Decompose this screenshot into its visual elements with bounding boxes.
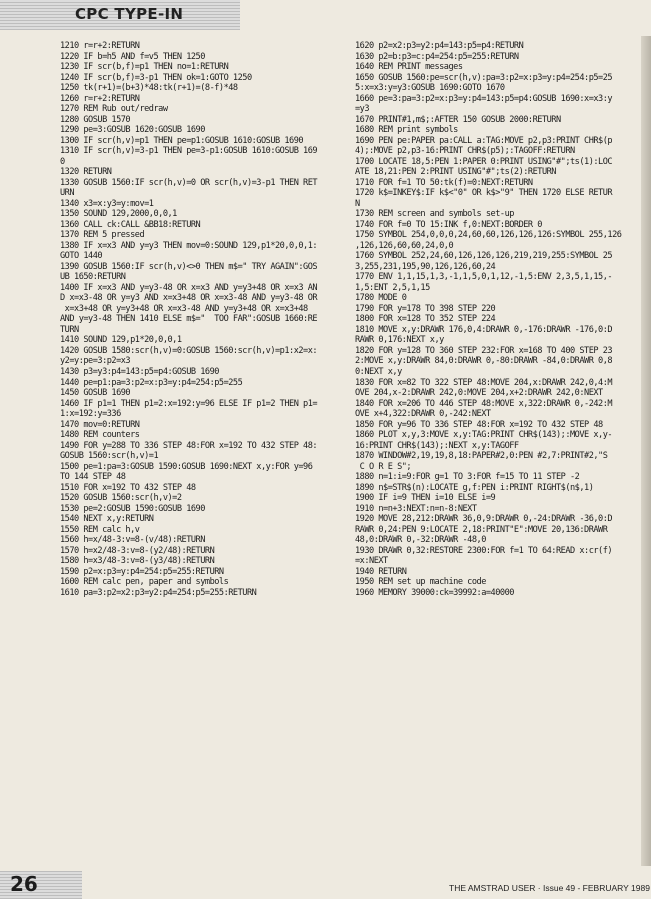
listing-left-column xyxy=(60,41,340,598)
code-line: 1240 IF scr(b,f)=3-p1 THEN ok=1:GOTO 1250 xyxy=(60,72,252,83)
code-line: 1860 PLOT x,y,3:MOVE x,y:TAG:PRINT CHR$(143);:MOVE x,y- xyxy=(355,430,613,441)
code-line: 1850 FOR y=96 TO 336 STEP 48:FOR x=192 TO 432 STEP 48 xyxy=(355,419,603,430)
code-line: 4);:MOVE p2,p3-16:PRINT CHR$(p5);:TAGOFF:RETURN xyxy=(355,146,575,157)
code-line: OVE 204,x-2:DRAWR 242,0:MOVE 204,x+2:DRAWR 242,0:NEXT xyxy=(355,388,603,399)
code-line: TURN xyxy=(60,324,79,335)
code-line: x=x3+48 OR y=y3+48 OR x=x3-48 AND y=y3+48 OR x=x3+48 xyxy=(60,303,308,314)
code-line: 1280 GOSUB 1570 xyxy=(60,114,131,125)
code-line: GOSUB 1560:scr(h,v)=1 xyxy=(60,451,159,462)
code-line: 1360 CALL ck:CALL &BB18:RETURN xyxy=(60,219,201,230)
code-line: ATE 18,21:PEN 2:PRINT USING"#";ts(2):RETURN xyxy=(355,167,556,178)
code-line: =y3 xyxy=(355,104,370,115)
code-line: 1320 RETURN xyxy=(60,167,112,178)
code-line: 1870 WINDOW#2,19,19,8,18:PAPER#2,0:PEN #2,7:PRINT#2,"S xyxy=(355,451,608,462)
code-line: OVE x+4,322:DRAWR 0,-242:NEXT xyxy=(355,409,491,420)
code-line: 1570 h=x2/48-3:v=8-(y2/48):RETURN xyxy=(60,545,215,556)
code-line: 0 xyxy=(60,156,65,167)
code-line: 1760 SYMBOL 252,24,60,126,126,126,219,219,255:SYMBOL 25 xyxy=(355,251,613,262)
code-line: 1550 REM calc h,v xyxy=(60,524,140,535)
code-line: AND y=y3-48 THEN 1410 ELSE m$=" TOO FAR":GOSUB 1660:RE xyxy=(60,314,318,325)
footer-credit: THE AMSTRAD USER · Issue 49 - FEBRUARY 1989 xyxy=(449,883,650,893)
code-line: 1800 FOR x=128 TO 352 STEP 224 xyxy=(355,314,496,325)
code-line: 1790 FOR y=178 TO 398 STEP 220 xyxy=(355,303,496,314)
code-line: y2=y:pe=3:p2=x3 xyxy=(60,356,131,367)
page-header-title: CPC TYPE-IN xyxy=(75,5,184,23)
code-line: 16:PRINT CHR$(143);:NEXT x,y:TAGOFF xyxy=(355,440,519,451)
code-line: 1330 GOSUB 1560:IF scr(h,v)=0 OR scr(h,v)=3-p1 THEN RET xyxy=(60,177,318,188)
code-line: 1560 h=x/48-3:v=8-(v/48):RETURN xyxy=(60,535,205,546)
code-line: 1740 FOR f=0 TO 15:INK f,0:NEXT:BORDER 0 xyxy=(355,219,542,230)
code-line: 1630 p2=b:p3=c:p4=254:p5=255:RETURN xyxy=(355,51,519,62)
code-line: 1220 IF b=h5 AND f=v5 THEN 1250 xyxy=(60,51,205,62)
code-line: 1370 REM 5 pressed xyxy=(60,230,145,241)
code-line: 1640 REM PRINT messages xyxy=(355,62,463,73)
code-line: 1680 REM print symbols xyxy=(355,125,458,136)
code-line: 1950 REM set up machine code xyxy=(355,577,486,588)
code-line: 1810 MOVE x,y:DRAWR 176,0,4:DRAWR 0,-176:DRAWR -176,0:D xyxy=(355,324,613,335)
code-line: 1290 pe=3:GOSUB 1620:GOSUB 1690 xyxy=(60,125,205,136)
code-line: 1230 IF scr(b,f)=p1 THEN no=1:RETURN xyxy=(60,62,229,73)
code-line: 1900 IF i=9 THEN i=10 ELSE i=9 xyxy=(355,493,496,504)
code-line: 1880 n=1:i=9:FOR g=1 TO 3:FOR f=15 TO 11 STEP -2 xyxy=(355,472,580,483)
code-line: 1250 tk(r+1)=(b+3)*48:tk(r+1)=(8-f)*48 xyxy=(60,83,238,94)
code-line: 1660 pe=3:pa=3:p2=x:p3=y:p4=143:p5=p4:GOSUB 1690:x=x3:y xyxy=(355,93,613,104)
code-line: 1430 p3=y3:p4=143:p5=p4:GOSUB 1690 xyxy=(60,366,219,377)
code-line: 48,0:DRAWR 0,-32:DRAWR -48,0 xyxy=(355,535,486,546)
code-line: 1540 NEXT x,y:RETURN xyxy=(60,514,154,525)
code-line: 1270 REM Rub out/redraw xyxy=(60,104,168,115)
code-line: 1770 ENV 1,1,15,1,3,-1,1,5,0,1,12,-1,5:ENV 2,3,5,1,15,- xyxy=(355,272,613,283)
code-line: 1590 p2=x:p3=y:p4=254:p5=255:RETURN xyxy=(60,566,224,577)
code-line: 0:NEXT x,y xyxy=(355,366,402,377)
code-line: 1300 IF scr(h,v)=p1 THEN pe=p1:GOSUB 1610:GOSUB 1690 xyxy=(60,135,304,146)
code-line: 1,5:ENT 2,5,1,15 xyxy=(355,282,430,293)
code-line: 1890 n$=STR$(n):LOCATE g,f:PEN i:PRINT RIGHT$(n$,1) xyxy=(355,482,594,493)
code-line: 1210 r=r+2:RETURN xyxy=(60,41,140,51)
code-line: 1310 IF scr(h,v)=3-p1 THEN pe=3-p1:GOSUB 1610:GOSUB 169 xyxy=(60,146,318,157)
code-line: 1510 FOR x=192 TO 432 STEP 48 xyxy=(60,482,196,493)
code-line: 1650 GOSUB 1560:pe=scr(h,v):pa=3:p2=x:p3=y:p4=254:p5=25 xyxy=(355,72,613,83)
code-line: 1910 n=n+3:NEXT:n=n-8:NEXT xyxy=(355,503,477,514)
code-line: UB 1650:RETURN xyxy=(60,272,126,283)
code-line: 1920 MOVE 28,212:DRAWR 36,0,9:DRAWR 0,-24:DRAWR -36,0:D xyxy=(355,514,613,525)
code-line: 1520 GOSUB 1560:scr(h,v)=2 xyxy=(60,493,182,504)
code-line: 1500 pe=1:pa=3:GOSUB 1590:GOSUB 1690:NEXT x,y:FOR y=96 xyxy=(60,461,313,472)
code-line: 1380 IF x=x3 AND y=y3 THEN mov=0:SOUND 129,p1*20,0,0,1: xyxy=(60,240,318,251)
code-line: 1530 pe=2:GOSUB 1590:GOSUB 1690 xyxy=(60,503,205,514)
code-line: TO 144 STEP 48 xyxy=(60,472,126,483)
code-line: 1490 FOR y=288 TO 336 STEP 48:FOR x=192 TO 432 STEP 48: xyxy=(60,440,318,451)
code-line: RAWR 0,24:PEN 9:LOCATE 2,18:PRINT"E":MOVE 20,136:DRAWR xyxy=(355,524,608,535)
code-line: 1960 MEMORY 39000:ck=39992:a=40000 xyxy=(355,587,514,598)
code-line: 1470 mov=0:RETURN xyxy=(60,419,140,430)
code-line: 1480 REM counters xyxy=(60,430,140,441)
code-line: 1390 GOSUB 1560:IF scr(h,v)<>0 THEN m$=" TRY AGAIN":GOS xyxy=(60,261,318,272)
code-line: 1400 IF x=x3 AND y=y3-48 OR x=x3 AND y=y3+48 OR x=x3 AN xyxy=(60,282,318,293)
code-line: 1750 SYMBOL 254,0,0,0,24,60,60,126,126,126:SYMBOL 255,126 xyxy=(355,230,622,241)
code-line: 1620 p2=x2:p3=y2:p4=143:p5=p4:RETURN xyxy=(355,41,524,51)
code-line: 1450 GOSUB 1690 xyxy=(60,388,131,399)
code-line: 1350 SOUND 129,2000,0,0,1 xyxy=(60,209,177,220)
code-line: 1820 FOR y=128 TO 360 STEP 232:FOR x=168 TO 400 STEP 23 xyxy=(355,345,613,356)
code-line: 1720 k$=INKEY$:IF k$<"0" OR k$>"9" THEN 1720 ELSE RETUR xyxy=(355,188,613,199)
code-line: 1600 REM calc pen, paper and symbols xyxy=(60,577,229,588)
code-line: D x=x3-48 OR y=y3 AND x=x3+48 OR x=x3-48 AND y=y3-48 OR xyxy=(60,293,318,304)
code-line: RAWR 0,176:NEXT x,y xyxy=(355,335,444,346)
code-line: 1830 FOR x=82 TO 322 STEP 48:MOVE 204,x:DRAWR 242,0,4:M xyxy=(355,377,613,388)
code-line: 1930 DRAWR 0,32:RESTORE 2300:FOR f=1 TO 64:READ x:cr(f) xyxy=(355,545,613,556)
code-line: 1710 FOR f=1 TO 50:tk(f)=0:NEXT:RETURN xyxy=(355,177,533,188)
code-line: 1690 PEN pe:PAPER pa:CALL a:TAG:MOVE p2,p3:PRINT CHR$(p xyxy=(355,135,613,146)
code-line: 1410 SOUND 129,p1*20,0,0,1 xyxy=(60,335,182,346)
code-line: 1440 pe=p1:pa=3:p2=x:p3=y:p4=254:p5=255 xyxy=(60,377,243,388)
code-line: 1260 r=r+2:RETURN xyxy=(60,93,140,104)
code-line: 5:x=x3:y=y3:GOSUB 1690:GOTO 1670 xyxy=(355,83,505,94)
code-line: 1840 FOR x=206 TO 446 STEP 48:MOVE x,322:DRAWR 0,-242:M xyxy=(355,398,613,409)
code-line: 1580 h=x3/48-3:v=8-(y3/48):RETURN xyxy=(60,556,215,567)
code-line: =x:NEXT xyxy=(355,556,388,567)
listing-right-column xyxy=(355,41,645,598)
code-line: 1670 PRINT#1,m$;:AFTER 150 GOSUB 2000:RETURN xyxy=(355,114,561,125)
code-line: GOTO 1440 xyxy=(60,251,103,262)
code-line: 1700 LOCATE 18,5:PEN 1:PAPER 0:PRINT USING"#";ts(1):LOC xyxy=(355,156,613,167)
code-line: 1780 MODE 0 xyxy=(355,293,407,304)
code-line: 2:MOVE x,y:DRAWR 84,0:DRAWR 0,-80:DRAWR -84,0:DRAWR 0,8 xyxy=(355,356,613,367)
code-line: C O R E S"; xyxy=(355,461,412,472)
code-line: 1:x=192:y=336 xyxy=(60,409,121,420)
code-line: URN xyxy=(60,188,75,199)
code-line: 1610 pa=3:p2=x2:p3=y2:p4=254:p5=255:RETURN xyxy=(60,587,257,598)
code-line: 1460 IF p1=1 THEN p1=2:x=192:y=96 ELSE IF p1=2 THEN p1= xyxy=(60,398,318,409)
page-number: 26 xyxy=(10,872,38,896)
code-line: 3,255,231,195,90,126,126,60,24 xyxy=(355,261,496,272)
code-line: ,126,126,60,60,24,0,0 xyxy=(355,240,454,251)
code-line: 1940 RETURN xyxy=(355,566,407,577)
code-line: N xyxy=(355,198,360,209)
code-line: 1730 REM screen and symbols set-up xyxy=(355,209,514,220)
code-line: 1340 x3=x:y3=y:mov=1 xyxy=(60,198,154,209)
code-line: 1420 GOSUB 1580:scr(h,v)=0:GOSUB 1560:scr(h,v)=p1:x2=x: xyxy=(60,345,318,356)
